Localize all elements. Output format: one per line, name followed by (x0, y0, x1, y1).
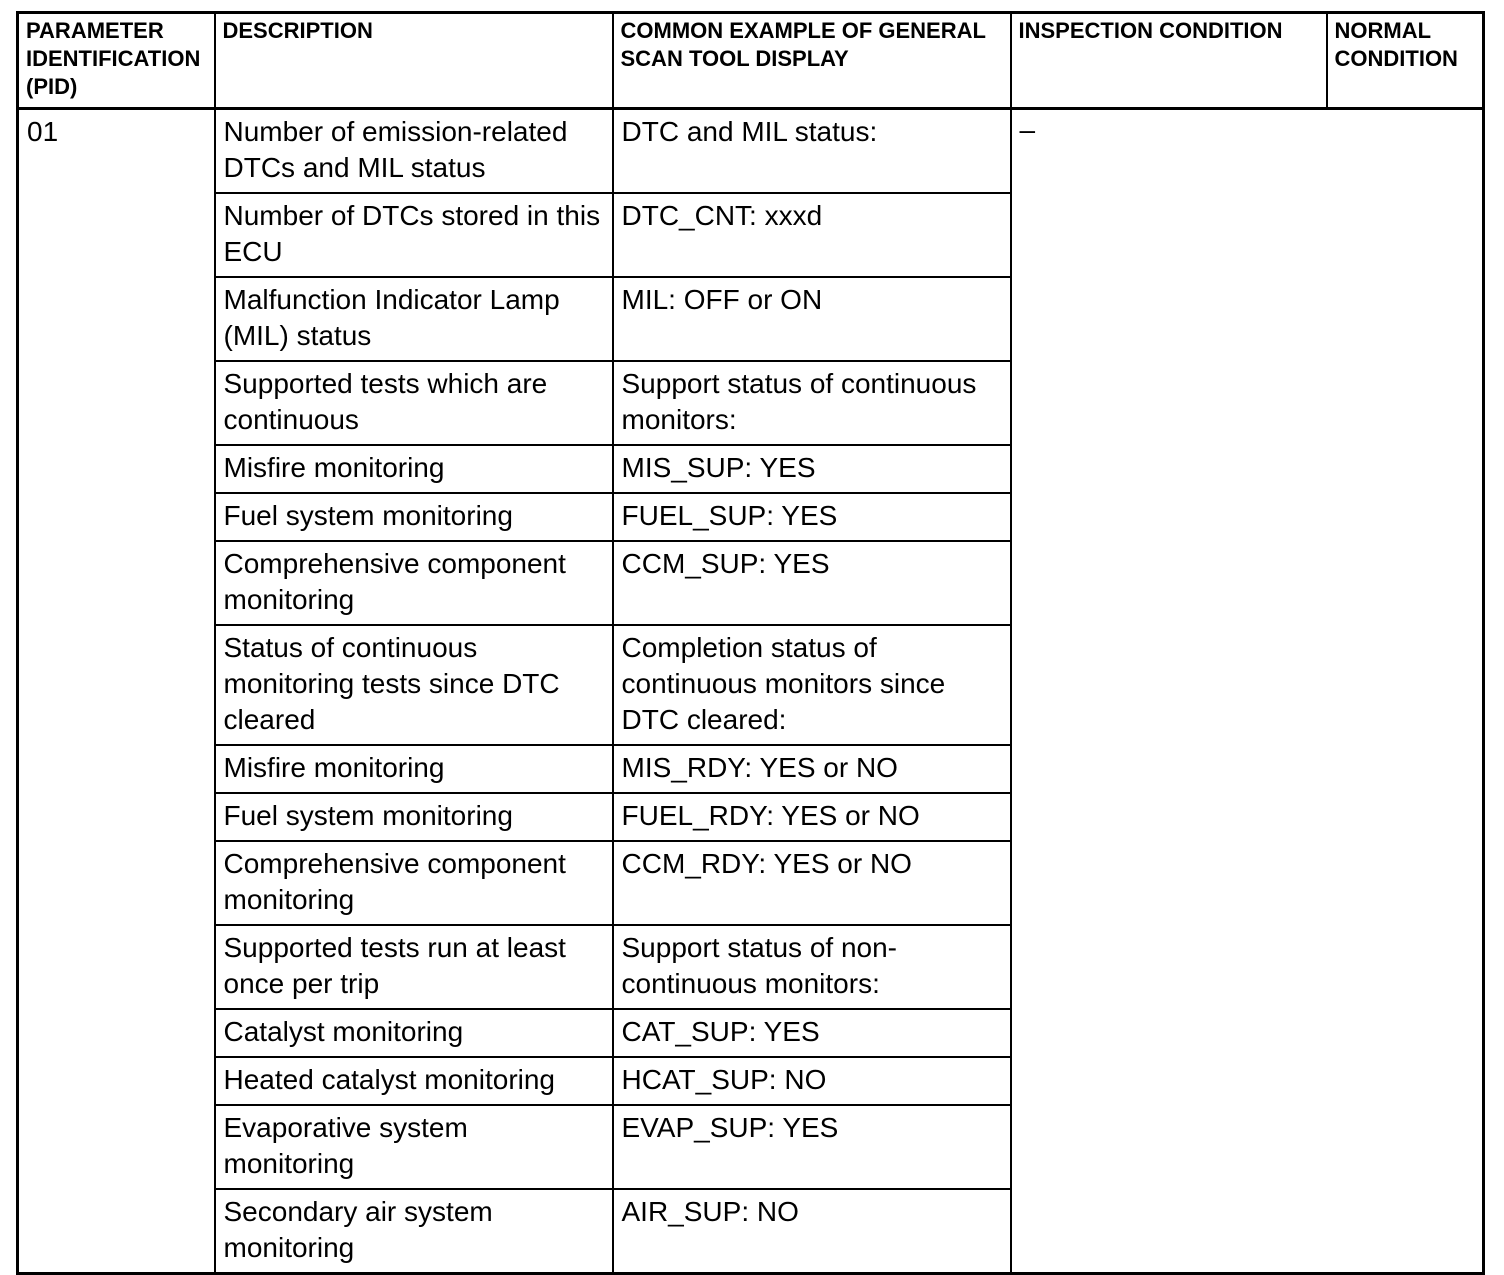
header-description: DESCRIPTION (215, 13, 613, 109)
description-cell: Fuel system monitoring (215, 493, 613, 541)
pid-table (16, 11, 1485, 1275)
header-pid: PARAMETER IDENTIFICATION (PID) (18, 13, 215, 109)
table-row (18, 109, 1484, 194)
description-cell: Misfire monitoring (215, 745, 613, 793)
display-cell: MIS_RDY: YES or NO (613, 745, 1011, 793)
description-cell: Heated catalyst monitoring (215, 1057, 613, 1105)
description-cell: Malfunction Indicator Lamp (MIL) status (215, 277, 613, 361)
display-cell: CCM_RDY: YES or NO (613, 841, 1011, 925)
header-inspection-condition: INSPECTION CONDITION (1011, 13, 1327, 109)
display-cell: CAT_SUP: YES (613, 1009, 1011, 1057)
display-cell: Completion status of continuous monitors since DTC cleared: (613, 625, 1011, 745)
description-cell: Number of DTCs stored in this ECU (215, 193, 613, 277)
header-normal-condition: NORMAL CONDITION (1327, 13, 1484, 109)
inspection-normal-value: – (1011, 109, 1484, 1274)
description-cell: Supported tests run at least once per trip (215, 925, 613, 1009)
display-cell: MIS_SUP: YES (613, 445, 1011, 493)
display-cell: AIR_SUP: NO (613, 1189, 1011, 1274)
description-cell: Number of emission-related DTCs and MIL status (215, 109, 613, 194)
header-row (18, 13, 1484, 109)
description-cell: Comprehensive component monitoring (215, 541, 613, 625)
display-cell: FUEL_RDY: YES or NO (613, 793, 1011, 841)
description-cell: Comprehensive component monitoring (215, 841, 613, 925)
display-cell: DTC_CNT: xxxd (613, 193, 1011, 277)
pid-value: 01 (18, 109, 215, 1274)
description-cell: Misfire monitoring (215, 445, 613, 493)
display-cell: Support status of continuous monitors: (613, 361, 1011, 445)
description-cell: Catalyst monitoring (215, 1009, 613, 1057)
display-cell: EVAP_SUP: YES (613, 1105, 1011, 1189)
description-cell: Supported tests which are continuous (215, 361, 613, 445)
header-scan-tool-display: COMMON EXAMPLE OF GENERAL SCAN TOOL DISPLAY (613, 13, 1011, 109)
description-cell: Status of continuous monitoring tests since DTC cleared (215, 625, 613, 745)
description-cell: Fuel system monitoring (215, 793, 613, 841)
display-cell: MIL: OFF or ON (613, 277, 1011, 361)
description-cell: Secondary air system monitoring (215, 1189, 613, 1274)
display-cell: CCM_SUP: YES (613, 541, 1011, 625)
description-cell: Evaporative system monitoring (215, 1105, 613, 1189)
display-cell: Support status of non-continuous monitors: (613, 925, 1011, 1009)
display-cell: DTC and MIL status: (613, 109, 1011, 194)
display-cell: FUEL_SUP: YES (613, 493, 1011, 541)
display-cell: HCAT_SUP: NO (613, 1057, 1011, 1105)
